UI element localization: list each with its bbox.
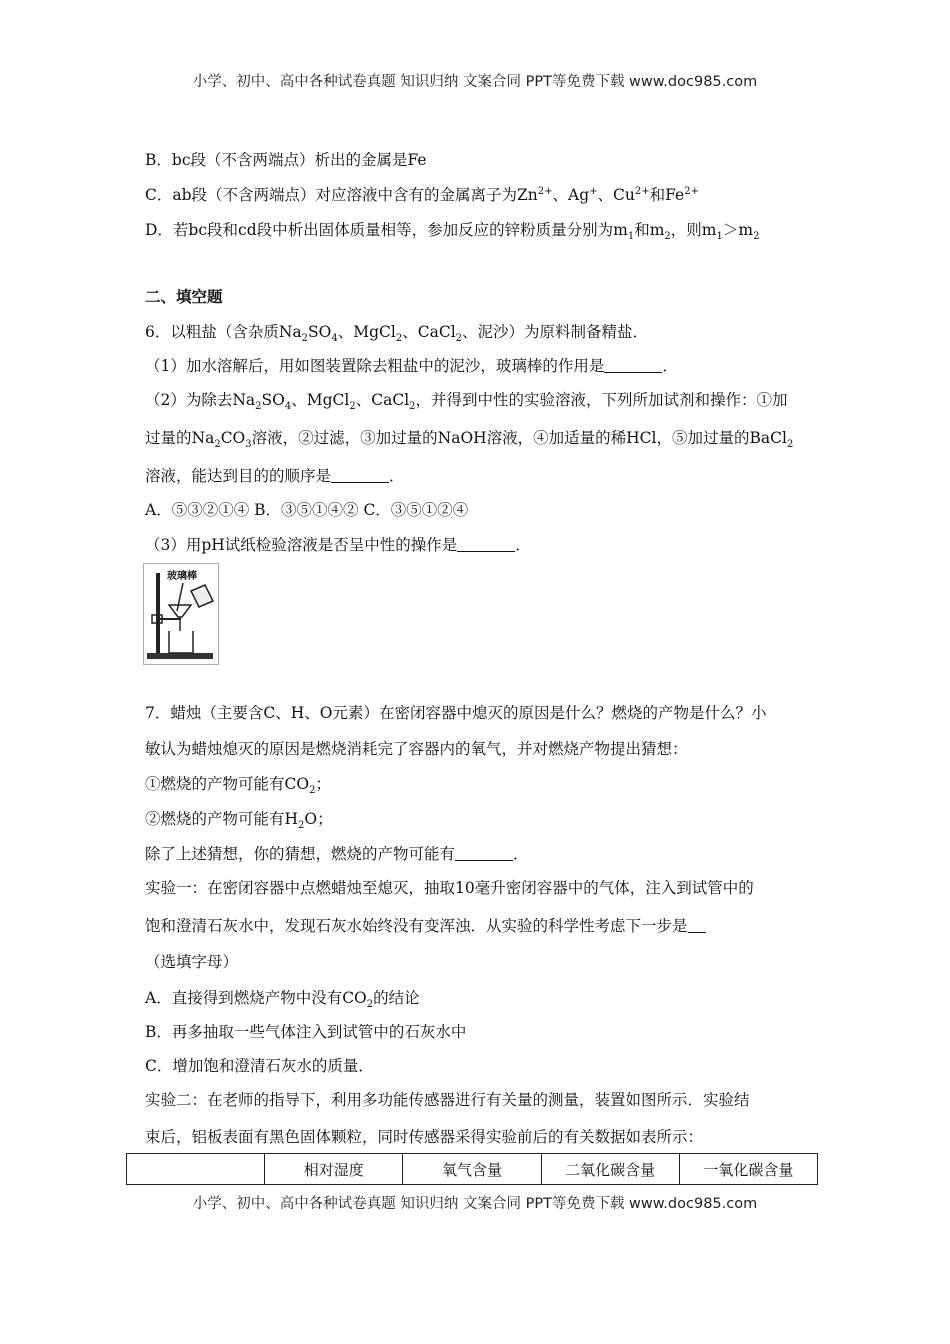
page-footer: 小学、初中、高中各种试卷真题 知识归纳 文案合同 PPT等免费下载 www.doc985.com: [192, 1196, 758, 1212]
table-header-cell: 二氧化碳含量: [541, 1154, 679, 1185]
q5-option-d: D．若bc段和cd段中析出固体质量相等，参加反应的锌粉质量分别为$m_1$和$m_2$，则$m_1>m_2$: [145, 221, 760, 243]
table-header-row: [127, 1154, 818, 1185]
q7-guess3: 除了上述猜想，你的猜想，燃烧的产物可能有 ．: [145, 845, 529, 863]
answer-blank[interactable]: [455, 846, 513, 861]
q6-options: A．⑤③②①④ B．③⑤①④② C．③⑤①②④: [145, 501, 469, 519]
q7-option-b: B．再多抽取一些气体注入到试管中的石灰水中: [145, 1023, 467, 1041]
q7-exp2-line2: 束后，铝板表面有黑色固体颗粒，同时传感器采得实验前后的有关数据如表所示：: [145, 1128, 704, 1146]
q7-line1: 7．蜡烛（主要含C、H、O元素）在密闭容器中熄灭的原因是什么？燃烧的产物是什么？小: [145, 704, 767, 722]
answer-blank[interactable]: [604, 358, 662, 373]
table-header-cell: [127, 1154, 265, 1185]
q7-option-a: A．直接得到燃烧产物中没有$CO_2$的结论: [145, 989, 420, 1011]
page-header: 小学、初中、高中各种试卷真题 知识归纳 文案合同 PPT等免费下载 www.doc985.com: [192, 74, 758, 90]
q7-guess1: ①燃烧的产物可能有$CO_2$；: [145, 775, 331, 797]
q7-guess2: ②燃烧的产物可能有$H_2O$；: [145, 810, 333, 832]
answer-blank[interactable]: [457, 537, 515, 552]
table-header-cell: 相对湿度: [265, 1154, 403, 1185]
q7-line2: 敏认为蜡烛熄灭的原因是燃烧消耗完了容器内的氧气，并对燃烧产物提出猜想：: [145, 740, 688, 758]
answer-blank[interactable]: [331, 468, 389, 483]
sensor-data-table: [126, 1153, 818, 1185]
figure-label-glass-rod: 玻璃棒: [167, 571, 197, 582]
q5-option-c: C．ab段（不含两端点）对应溶液中含有的金属离子为$Zn^{2+}$、Ag+、$Cu^{2+}$和$Fe^{2+}$: [145, 185, 699, 204]
q6-stem: 6．以粗盐（含杂质$Na_2SO_4$、MgCl$_2$、CaCl$_2$、泥沙）为原料制备精盐．: [145, 323, 649, 345]
filtration-apparatus-figure: [143, 563, 219, 665]
q7-exp1-line3: （选填字母）: [145, 953, 239, 971]
q6-part3: （3）用pH试纸检验溶液是否呈中性的操作是 ．: [145, 536, 531, 554]
answer-blank[interactable]: [688, 918, 706, 933]
table-header-cell: 一氧化碳含量: [679, 1154, 817, 1185]
section-title: 二、填空题: [145, 288, 223, 306]
q5-option-b: B．bc段（不含两端点）析出的金属是Fe: [145, 151, 427, 169]
table-header-cell: 氧气含量: [403, 1154, 541, 1185]
q7-exp1-line1: 实验一：在密闭容器中点燃蜡烛至熄灭，抽取10毫升密闭容器中的气体，注入到试管中的: [145, 879, 754, 897]
q6-part2-line2: 过量的$Na_2CO_3$溶液，②过滤，③加过量的NaOH溶液，④加适量的稀HCl，⑤加过量的BaCl$_2$: [145, 429, 794, 451]
q7-exp2-line1: 实验二：在老师的指导下，利用多功能传感器进行有关量的测量，装置如图所示．实验结: [145, 1091, 750, 1109]
q7-option-c: C．增加饱和澄清石灰水的质量．: [145, 1057, 374, 1075]
q6-part2-line1: （2）为除去$Na_2SO_4$、MgCl$_2$、CaCl$_2$，并得到中性的实验溶液，下列所加试剂和操作：①加: [145, 391, 788, 413]
q6-part1: （1）加水溶解后，用如图装置除去粗盐中的泥沙，玻璃棒的作用是 ．: [145, 357, 678, 375]
q7-exp1-line2: 饱和澄清石灰水中，发现石灰水始终没有变浑浊．从实验的科学性考虑下一步是: [145, 914, 815, 936]
q6-part2-line3: 溶液，能达到目的的顺序是 ．: [145, 467, 405, 485]
